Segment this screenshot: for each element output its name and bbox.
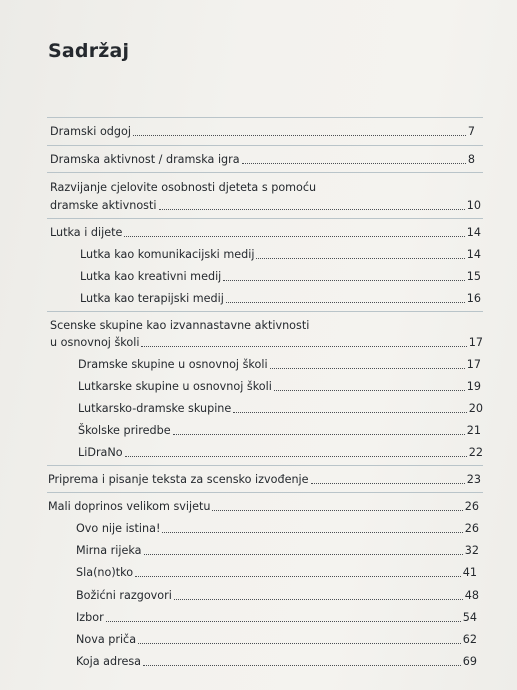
toc-entry[interactable] [50, 199, 481, 213]
toc-entry-title: Priprema i pisanje teksta za scensko izvođenje [48, 473, 309, 486]
toc-entry-page: 14 [466, 248, 481, 261]
toc-entry[interactable] [78, 446, 483, 460]
leader-dots [135, 576, 461, 577]
toc-entry[interactable] [76, 589, 479, 603]
toc-entry[interactable] [76, 633, 477, 647]
toc-entry[interactable] [76, 544, 479, 558]
toc-entry-page: 69 [462, 655, 477, 668]
toc-entry[interactable] [80, 270, 481, 284]
leader-dots [270, 368, 465, 369]
toc-entry[interactable] [48, 473, 481, 487]
toc-entry-page: 23 [466, 473, 481, 486]
toc-entry[interactable] [80, 248, 481, 262]
toc-entry-title: u osnovnoj školi [50, 336, 140, 349]
leader-dots [173, 434, 465, 435]
toc-entry-title: Mali doprinos velikom svijetu [48, 500, 211, 513]
toc-entry-page: 8 [467, 153, 475, 166]
leader-dots [143, 665, 461, 666]
leader-dots [138, 643, 461, 644]
divider [47, 145, 483, 146]
leader-dots [256, 258, 464, 259]
toc-entry-page: 7 [467, 125, 475, 138]
toc-entry[interactable] [50, 226, 481, 240]
toc-entry-page: 32 [464, 544, 479, 557]
leader-dots [174, 599, 463, 600]
leader-dots [133, 135, 466, 136]
toc-entry-title: Sla(no)tko [76, 566, 134, 579]
toc-entry[interactable] [76, 655, 477, 669]
toc-entry[interactable] [48, 500, 479, 514]
toc-entry[interactable] [80, 292, 481, 306]
toc-entry-title: Lutkarsko-dramske skupine [78, 402, 232, 415]
toc-entry[interactable] [50, 153, 475, 167]
toc-entry[interactable] [78, 402, 483, 416]
toc-entry[interactable] [78, 358, 481, 372]
toc-entry-page: 54 [462, 611, 477, 624]
toc-entry[interactable] [76, 522, 479, 536]
toc-entry-title: Dramski odgoj [50, 125, 131, 138]
toc-entry-title: Božićni razgovori [76, 589, 172, 602]
divider [47, 117, 483, 118]
leader-dots [162, 532, 462, 533]
toc-entry-page: 17 [466, 358, 481, 371]
toc-entry-page: 41 [462, 566, 477, 579]
toc-entry-page: 14 [466, 226, 481, 239]
toc-entry-title-line1: Scenske skupine kao izvannastavne aktivnosti [50, 319, 310, 332]
leader-dots [124, 236, 464, 237]
toc-entry-title: Nova priča [76, 633, 137, 646]
page-title: Sadržaj [48, 40, 130, 62]
toc-entry-page: 17 [468, 336, 483, 349]
leader-dots [106, 621, 461, 622]
leader-dots [159, 209, 465, 210]
divider [47, 492, 483, 493]
toc-entry-title: Dramska aktivnost / dramska igra [50, 153, 240, 166]
toc-entry-page: 22 [468, 446, 483, 459]
toc-entry[interactable] [76, 611, 477, 625]
leader-dots [141, 346, 466, 347]
toc-entry[interactable] [76, 566, 477, 580]
toc-entry-page: 62 [462, 633, 477, 646]
toc-entry-page: 26 [464, 522, 479, 535]
toc-entry-page: 26 [464, 500, 479, 513]
toc-entry-page: 15 [466, 270, 481, 283]
leader-dots [226, 302, 465, 303]
toc-entry-title: Lutka kao kreativni medij [80, 270, 222, 283]
leader-dots [242, 163, 466, 164]
leader-dots [223, 280, 464, 281]
toc-entry-page: 20 [468, 402, 483, 415]
divider [47, 172, 483, 173]
toc-entry-title: dramske aktivnosti [50, 199, 157, 212]
toc-entry-page: 16 [466, 292, 481, 305]
leader-dots [125, 456, 467, 457]
toc-entry-page: 19 [466, 380, 481, 393]
divider [47, 465, 483, 466]
toc-entry-title: Ovo nije istina! [76, 522, 161, 535]
toc-entry-title: Dramske skupine u osnovnoj školi [78, 358, 268, 371]
leader-dots [233, 412, 466, 413]
toc-entry-title: Koja adresa [76, 655, 142, 668]
toc-entry-title: Lutka i dijete [50, 226, 123, 239]
divider [47, 311, 483, 312]
leader-dots [311, 483, 465, 484]
toc-entry-title: Mirna rijeka [76, 544, 142, 557]
toc-entry-title: LiDraNo [78, 446, 123, 459]
toc-entry-title: Izbor [76, 611, 104, 624]
divider [47, 218, 483, 219]
toc-entry[interactable] [50, 125, 475, 139]
toc-entry[interactable] [78, 424, 481, 438]
toc-entry-page: 10 [466, 199, 481, 212]
toc-entry-page: 21 [466, 424, 481, 437]
toc-entry-title: Lutkarske skupine u osnovnoj školi [78, 380, 272, 393]
toc-entry-title: Lutka kao terapijski medij [80, 292, 224, 305]
toc-entry[interactable] [50, 336, 483, 350]
leader-dots [144, 554, 463, 555]
toc-entry[interactable] [78, 380, 481, 394]
toc-entry-page: 48 [464, 589, 479, 602]
toc-entry-title: Školske priredbe [78, 424, 171, 437]
toc-entry-title-line1: Razvijanje cjelovite osobnosti djeteta s pomoću [50, 181, 317, 194]
leader-dots [212, 510, 462, 511]
toc-entry-title: Lutka kao komunikacijski medij [80, 248, 255, 261]
leader-dots [274, 390, 465, 391]
